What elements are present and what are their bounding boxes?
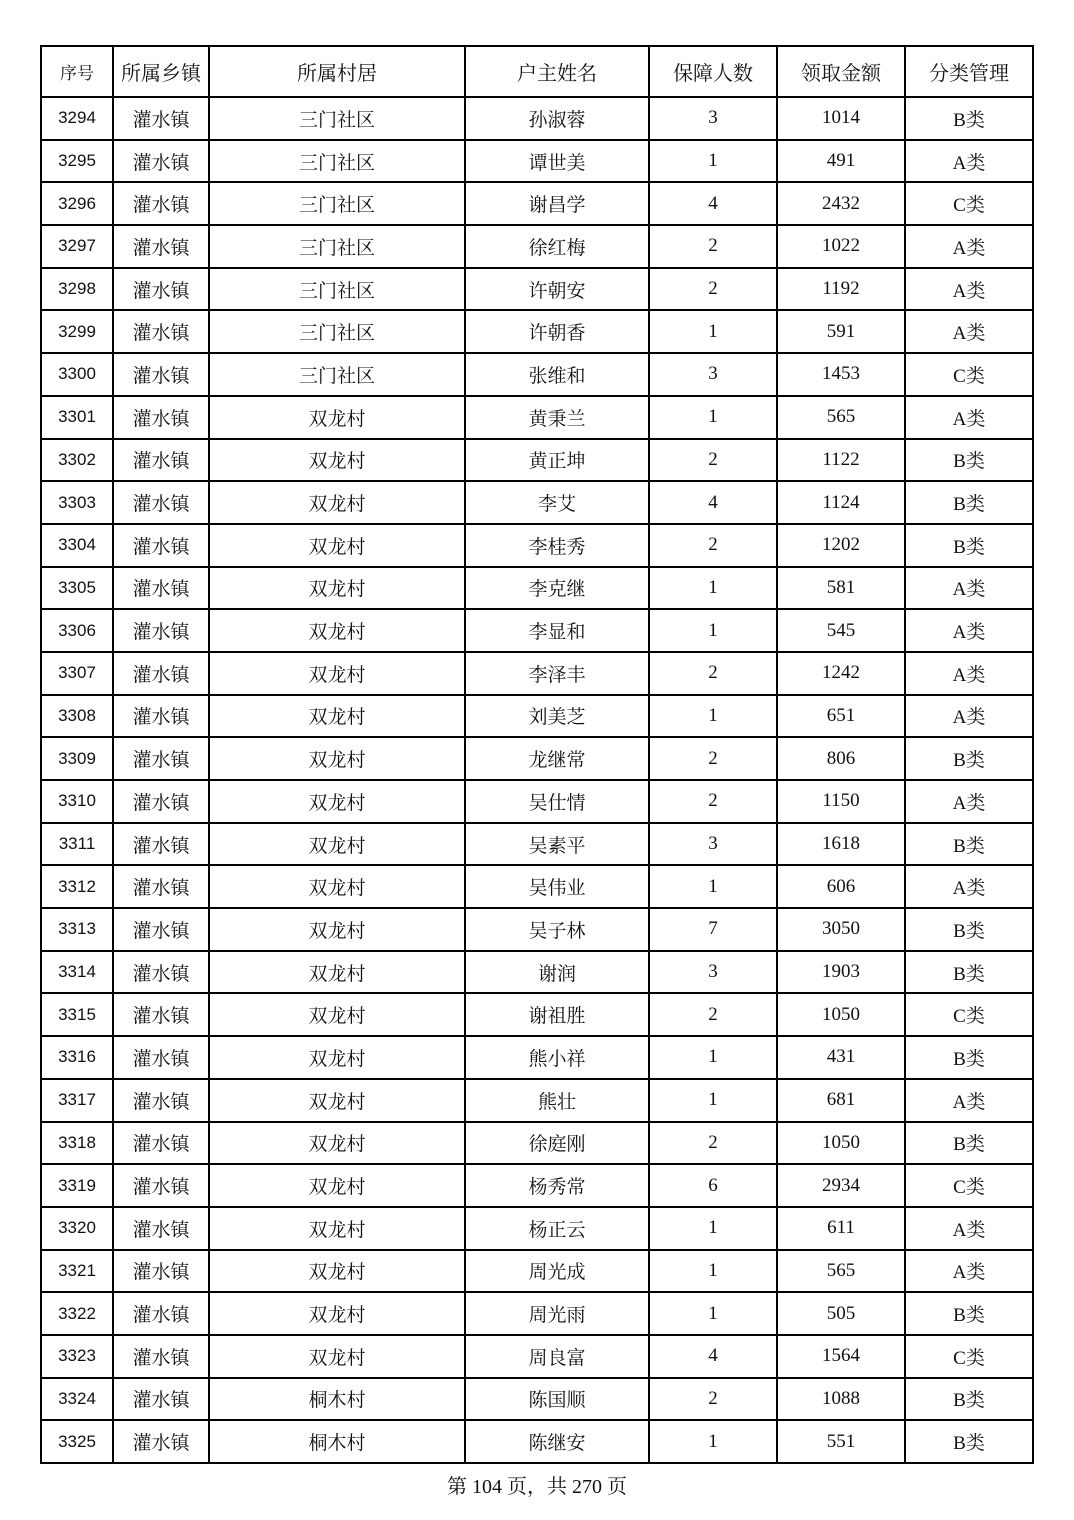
cell-seq: 3299: [41, 310, 113, 353]
cell-householder: 徐庭刚: [465, 1122, 649, 1165]
cell-householder: 谢昌学: [465, 182, 649, 225]
cell-town: 灌水镇: [113, 908, 209, 951]
cell-category: A类: [905, 396, 1033, 439]
cell-category: C类: [905, 1164, 1033, 1207]
cell-amount: 1050: [777, 1122, 905, 1165]
cell-village: 双龙村: [209, 908, 465, 951]
cell-amount: 565: [777, 1250, 905, 1293]
cell-seq: 3305: [41, 567, 113, 610]
cell-village: 双龙村: [209, 1335, 465, 1378]
cell-seq: 3322: [41, 1292, 113, 1335]
cell-seq: 3323: [41, 1335, 113, 1378]
cell-covered-count: 1: [649, 1036, 777, 1079]
table-row: [41, 439, 1033, 482]
cell-village: 双龙村: [209, 695, 465, 738]
cell-seq: 3311: [41, 823, 113, 866]
cell-covered-count: 6: [649, 1164, 777, 1207]
cell-amount: 611: [777, 1207, 905, 1250]
cell-householder: 李桂秀: [465, 524, 649, 567]
table-row: [41, 481, 1033, 524]
cell-covered-count: 3: [649, 97, 777, 140]
cell-town: 灌水镇: [113, 481, 209, 524]
cell-town: 灌水镇: [113, 1122, 209, 1165]
cell-householder: 徐红梅: [465, 225, 649, 268]
cell-amount: 1122: [777, 439, 905, 482]
cell-town: 灌水镇: [113, 1378, 209, 1421]
cell-householder: 吴伟业: [465, 865, 649, 908]
cell-householder: 陈继安: [465, 1420, 649, 1463]
header-row: [41, 46, 1033, 97]
cell-amount: 1903: [777, 951, 905, 994]
cell-covered-count: 1: [649, 140, 777, 183]
relief-roster-table: [40, 45, 1034, 1464]
cell-householder: 周良富: [465, 1335, 649, 1378]
cell-category: C类: [905, 353, 1033, 396]
cell-village: 三门社区: [209, 268, 465, 311]
cell-amount: 3050: [777, 908, 905, 951]
table-row: [41, 780, 1033, 823]
cell-seq: 3313: [41, 908, 113, 951]
cell-village: 双龙村: [209, 823, 465, 866]
cell-town: 灌水镇: [113, 1164, 209, 1207]
cell-village: 桐木村: [209, 1420, 465, 1463]
cell-category: B类: [905, 1378, 1033, 1421]
cell-covered-count: 1: [649, 609, 777, 652]
cell-amount: 1202: [777, 524, 905, 567]
cell-householder: 谭世美: [465, 140, 649, 183]
col-header-householder: 户主姓名: [465, 46, 649, 97]
cell-seq: 3318: [41, 1122, 113, 1165]
cell-town: 灌水镇: [113, 1036, 209, 1079]
cell-town: 灌水镇: [113, 1079, 209, 1122]
cell-householder: 熊壮: [465, 1079, 649, 1122]
cell-covered-count: 2: [649, 780, 777, 823]
table-row: [41, 1335, 1033, 1378]
cell-category: A类: [905, 695, 1033, 738]
cell-town: 灌水镇: [113, 1292, 209, 1335]
cell-amount: 2432: [777, 182, 905, 225]
cell-town: 灌水镇: [113, 993, 209, 1036]
cell-village: 双龙村: [209, 780, 465, 823]
cell-category: A类: [905, 140, 1033, 183]
cell-town: 灌水镇: [113, 97, 209, 140]
cell-town: 灌水镇: [113, 823, 209, 866]
cell-covered-count: 2: [649, 652, 777, 695]
cell-category: B类: [905, 1122, 1033, 1165]
cell-village: 双龙村: [209, 396, 465, 439]
cell-householder: 刘美芝: [465, 695, 649, 738]
cell-seq: 3308: [41, 695, 113, 738]
col-header-village: 所属村居: [209, 46, 465, 97]
cell-seq: 3297: [41, 225, 113, 268]
cell-category: B类: [905, 97, 1033, 140]
cell-category: B类: [905, 1036, 1033, 1079]
table-row: [41, 524, 1033, 567]
cell-amount: 2934: [777, 1164, 905, 1207]
cell-covered-count: 1: [649, 1420, 777, 1463]
table-row: [41, 1250, 1033, 1293]
table-row: [41, 951, 1033, 994]
cell-householder: 陈国顺: [465, 1378, 649, 1421]
cell-covered-count: 1: [649, 310, 777, 353]
cell-seq: 3300: [41, 353, 113, 396]
cell-town: 灌水镇: [113, 1207, 209, 1250]
cell-town: 灌水镇: [113, 780, 209, 823]
cell-householder: 张维和: [465, 353, 649, 396]
cell-amount: 1192: [777, 268, 905, 311]
cell-category: A类: [905, 780, 1033, 823]
cell-category: B类: [905, 1292, 1033, 1335]
cell-category: B类: [905, 823, 1033, 866]
cell-category: B类: [905, 439, 1033, 482]
cell-seq: 3306: [41, 609, 113, 652]
table-row: [41, 310, 1033, 353]
cell-amount: 806: [777, 737, 905, 780]
cell-householder: 杨秀常: [465, 1164, 649, 1207]
cell-seq: 3316: [41, 1036, 113, 1079]
cell-amount: 581: [777, 567, 905, 610]
col-header-category: 分类管理: [905, 46, 1033, 97]
col-header-town: 所属乡镇: [113, 46, 209, 97]
table-row: [41, 225, 1033, 268]
cell-seq: 3296: [41, 182, 113, 225]
cell-covered-count: 7: [649, 908, 777, 951]
cell-category: B类: [905, 737, 1033, 780]
cell-village: 三门社区: [209, 310, 465, 353]
cell-covered-count: 1: [649, 1292, 777, 1335]
cell-village: 双龙村: [209, 1164, 465, 1207]
cell-covered-count: 3: [649, 951, 777, 994]
cell-seq: 3312: [41, 865, 113, 908]
table-row: [41, 1164, 1033, 1207]
cell-category: C类: [905, 993, 1033, 1036]
cell-category: A类: [905, 567, 1033, 610]
table-row: [41, 993, 1033, 1036]
cell-covered-count: 2: [649, 993, 777, 1036]
cell-category: B类: [905, 481, 1033, 524]
cell-village: 桐木村: [209, 1378, 465, 1421]
cell-category: A类: [905, 1250, 1033, 1293]
cell-village: 双龙村: [209, 1122, 465, 1165]
cell-amount: 1124: [777, 481, 905, 524]
cell-seq: 3325: [41, 1420, 113, 1463]
cell-covered-count: 1: [649, 567, 777, 610]
cell-amount: 545: [777, 609, 905, 652]
cell-seq: 3304: [41, 524, 113, 567]
cell-amount: 1014: [777, 97, 905, 140]
cell-amount: 651: [777, 695, 905, 738]
cell-householder: 黄秉兰: [465, 396, 649, 439]
cell-householder: 许朝香: [465, 310, 649, 353]
cell-town: 灌水镇: [113, 439, 209, 482]
cell-seq: 3320: [41, 1207, 113, 1250]
cell-town: 灌水镇: [113, 353, 209, 396]
cell-householder: 李泽丰: [465, 652, 649, 695]
cell-town: 灌水镇: [113, 310, 209, 353]
table-row: [41, 268, 1033, 311]
cell-seq: 3298: [41, 268, 113, 311]
cell-covered-count: 1: [649, 1250, 777, 1293]
table-row: [41, 865, 1033, 908]
cell-village: 双龙村: [209, 951, 465, 994]
cell-village: 双龙村: [209, 1079, 465, 1122]
cell-householder: 谢润: [465, 951, 649, 994]
cell-householder: 李艾: [465, 481, 649, 524]
cell-householder: 李显和: [465, 609, 649, 652]
cell-amount: 1022: [777, 225, 905, 268]
table-row: [41, 609, 1033, 652]
cell-category: B类: [905, 1420, 1033, 1463]
cell-category: B类: [905, 908, 1033, 951]
cell-householder: 许朝安: [465, 268, 649, 311]
cell-amount: 1088: [777, 1378, 905, 1421]
cell-covered-count: 1: [649, 396, 777, 439]
cell-category: A类: [905, 1207, 1033, 1250]
cell-town: 灌水镇: [113, 268, 209, 311]
cell-seq: 3324: [41, 1378, 113, 1421]
cell-amount: 1150: [777, 780, 905, 823]
page-footer: 第 104 页，共 270 页: [447, 1476, 627, 1498]
table-row: [41, 1292, 1033, 1335]
cell-covered-count: 1: [649, 695, 777, 738]
cell-town: 灌水镇: [113, 609, 209, 652]
cell-category: A类: [905, 865, 1033, 908]
cell-covered-count: 3: [649, 353, 777, 396]
cell-seq: 3321: [41, 1250, 113, 1293]
cell-town: 灌水镇: [113, 1420, 209, 1463]
cell-householder: 吴素平: [465, 823, 649, 866]
cell-town: 灌水镇: [113, 951, 209, 994]
cell-covered-count: 2: [649, 1122, 777, 1165]
cell-village: 三门社区: [209, 140, 465, 183]
cell-seq: 3314: [41, 951, 113, 994]
table-row: [41, 567, 1033, 610]
col-header-seq: 序号: [41, 46, 113, 97]
cell-householder: 黄正坤: [465, 439, 649, 482]
cell-village: 三门社区: [209, 182, 465, 225]
table-row: [41, 737, 1033, 780]
cell-category: C类: [905, 1335, 1033, 1378]
cell-amount: 591: [777, 310, 905, 353]
table-body: [41, 97, 1033, 1463]
cell-amount: 505: [777, 1292, 905, 1335]
cell-category: C类: [905, 182, 1033, 225]
cell-town: 灌水镇: [113, 695, 209, 738]
cell-amount: 1564: [777, 1335, 905, 1378]
cell-householder: 周光成: [465, 1250, 649, 1293]
table-row: [41, 353, 1033, 396]
cell-seq: 3301: [41, 396, 113, 439]
cell-village: 双龙村: [209, 737, 465, 780]
table-row: [41, 695, 1033, 738]
cell-village: 三门社区: [209, 225, 465, 268]
table-row: [41, 396, 1033, 439]
cell-covered-count: 2: [649, 524, 777, 567]
cell-town: 灌水镇: [113, 396, 209, 439]
cell-amount: 606: [777, 865, 905, 908]
cell-seq: 3294: [41, 97, 113, 140]
cell-amount: 491: [777, 140, 905, 183]
cell-seq: 3302: [41, 439, 113, 482]
cell-town: 灌水镇: [113, 652, 209, 695]
cell-village: 双龙村: [209, 1250, 465, 1293]
cell-covered-count: 1: [649, 865, 777, 908]
table-row: [41, 1207, 1033, 1250]
cell-householder: 周光雨: [465, 1292, 649, 1335]
cell-householder: 吴仕情: [465, 780, 649, 823]
cell-covered-count: 2: [649, 1378, 777, 1421]
cell-householder: 熊小祥: [465, 1036, 649, 1079]
table-row: [41, 97, 1033, 140]
cell-village: 双龙村: [209, 1292, 465, 1335]
cell-village: 双龙村: [209, 993, 465, 1036]
col-header-amount: 领取金额: [777, 46, 905, 97]
cell-village: 双龙村: [209, 1036, 465, 1079]
cell-seq: 3317: [41, 1079, 113, 1122]
cell-householder: 孙淑蓉: [465, 97, 649, 140]
cell-amount: 1242: [777, 652, 905, 695]
cell-town: 灌水镇: [113, 865, 209, 908]
cell-householder: 吴子林: [465, 908, 649, 951]
table-row: [41, 182, 1033, 225]
cell-category: B类: [905, 524, 1033, 567]
table-row: [41, 823, 1033, 866]
cell-village: 双龙村: [209, 1207, 465, 1250]
cell-covered-count: 2: [649, 737, 777, 780]
table-row: [41, 140, 1033, 183]
cell-village: 三门社区: [209, 353, 465, 396]
cell-amount: 681: [777, 1079, 905, 1122]
cell-village: 双龙村: [209, 652, 465, 695]
cell-seq: 3307: [41, 652, 113, 695]
cell-town: 灌水镇: [113, 140, 209, 183]
cell-category: A类: [905, 225, 1033, 268]
cell-category: A类: [905, 609, 1033, 652]
cell-town: 灌水镇: [113, 737, 209, 780]
cell-town: 灌水镇: [113, 567, 209, 610]
cell-category: A类: [905, 268, 1033, 311]
cell-village: 三门社区: [209, 97, 465, 140]
cell-seq: 3310: [41, 780, 113, 823]
cell-town: 灌水镇: [113, 182, 209, 225]
cell-town: 灌水镇: [113, 1335, 209, 1378]
table-row: [41, 1378, 1033, 1421]
cell-category: A类: [905, 1079, 1033, 1122]
table-row: [41, 1420, 1033, 1463]
table-row: [41, 1079, 1033, 1122]
cell-covered-count: 1: [649, 1207, 777, 1250]
cell-category: A类: [905, 652, 1033, 695]
table-row: [41, 652, 1033, 695]
cell-town: 灌水镇: [113, 524, 209, 567]
cell-village: 双龙村: [209, 481, 465, 524]
cell-seq: 3295: [41, 140, 113, 183]
cell-covered-count: 4: [649, 1335, 777, 1378]
cell-category: B类: [905, 951, 1033, 994]
cell-amount: 1453: [777, 353, 905, 396]
cell-covered-count: 4: [649, 182, 777, 225]
cell-town: 灌水镇: [113, 1250, 209, 1293]
cell-village: 双龙村: [209, 439, 465, 482]
cell-village: 双龙村: [209, 567, 465, 610]
cell-village: 双龙村: [209, 524, 465, 567]
cell-householder: 龙继常: [465, 737, 649, 780]
table-row: [41, 1036, 1033, 1079]
cell-covered-count: 2: [649, 225, 777, 268]
cell-covered-count: 4: [649, 481, 777, 524]
table-row: [41, 1122, 1033, 1165]
cell-amount: 551: [777, 1420, 905, 1463]
col-header-covered-count: 保障人数: [649, 46, 777, 97]
cell-householder: 杨正云: [465, 1207, 649, 1250]
cell-covered-count: 1: [649, 1079, 777, 1122]
table-row: [41, 908, 1033, 951]
cell-amount: 1050: [777, 993, 905, 1036]
cell-householder: 谢祖胜: [465, 993, 649, 1036]
cell-amount: 1618: [777, 823, 905, 866]
cell-covered-count: 2: [649, 268, 777, 311]
cell-town: 灌水镇: [113, 225, 209, 268]
cell-seq: 3319: [41, 1164, 113, 1207]
cell-village: 双龙村: [209, 865, 465, 908]
cell-amount: 431: [777, 1036, 905, 1079]
cell-village: 双龙村: [209, 609, 465, 652]
cell-householder: 李克继: [465, 567, 649, 610]
cell-category: A类: [905, 310, 1033, 353]
cell-amount: 565: [777, 396, 905, 439]
cell-covered-count: 3: [649, 823, 777, 866]
cell-seq: 3303: [41, 481, 113, 524]
cell-seq: 3315: [41, 993, 113, 1036]
cell-covered-count: 2: [649, 439, 777, 482]
cell-seq: 3309: [41, 737, 113, 780]
